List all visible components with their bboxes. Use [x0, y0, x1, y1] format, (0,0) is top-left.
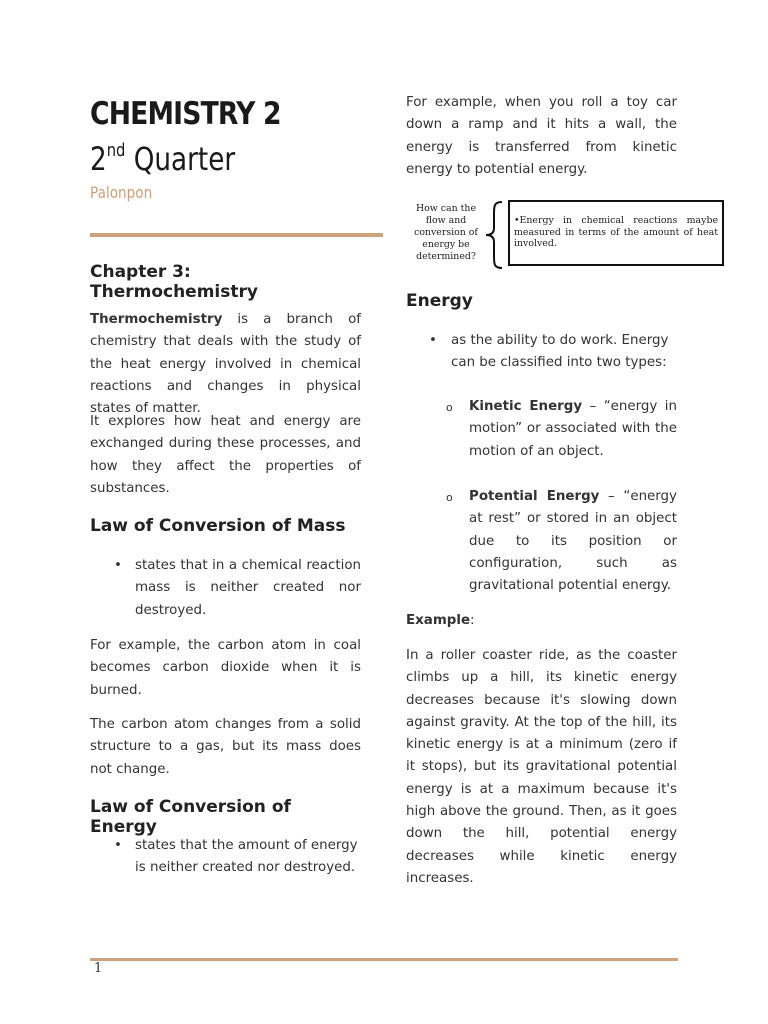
- bullet-dot: •: [114, 838, 122, 853]
- mass-change-paragraph: The carbon atom changes from a solid structure to a gas, but its mass does not change.: [90, 717, 361, 777]
- energy-bullet: as the ability to do work. Energy can be classified into two types:: [451, 333, 669, 371]
- roller-coaster-paragraph: In a roller coaster ride, as the coaster climbs up a hill, its kinetic energy decreases because it's slowing down against gravity. At the top of the hill, its kinetic energy is at a minimum (zero if it stops), but its gravitational potential energy is at a maximum because it's high above the ground. Then, as it goes down the hill, potential energy decreases while kinetic energy increases.: [406, 648, 677, 886]
- potential-energy-item: [469, 486, 677, 597]
- kinetic-energy-item: [469, 396, 677, 463]
- sub-bullet-circle: o: [446, 491, 453, 504]
- example-label-colon: :: [470, 613, 475, 628]
- thermochemistry-definition: [90, 309, 361, 420]
- thermochemistry-def-text: is a branch of chemistry that deals with the study of the heat energy involved in chemical reactions and changes in physical states of matter.: [90, 312, 361, 417]
- mass-example-paragraph: For example, the carbon atom in coal becomes carbon dioxide when it is burned.: [90, 638, 361, 698]
- example-label: [406, 610, 677, 632]
- document-title: CHEMISTRY 2: [90, 96, 281, 132]
- diagram-question: How can the flow and conversion of energy be determined?: [414, 203, 478, 262]
- quarter-ordinal: nd: [106, 140, 126, 161]
- bullet-dot: •: [429, 333, 437, 348]
- explores-paragraph: It explores how heat and energy are exchanged during these processes, and how they affect the properties of substances.: [90, 414, 361, 496]
- curly-brace-icon: [484, 200, 506, 270]
- diagram-answer: •Energy in chemical reactions maybe measured in terms of the amount of heat involved.: [514, 215, 718, 249]
- mass-law-heading: Law of Conversion of Mass: [90, 516, 346, 536]
- potential-energy-term: Potential Energy: [469, 489, 600, 504]
- energy-heading: Energy: [406, 291, 473, 311]
- potential-energy-def: – “energy at rest” or stored in an object due to its position or configuration, such as gravitational potential energy.: [469, 489, 677, 594]
- energy-law-bullet: states that the amount of energy is neither created nor destroyed.: [135, 838, 358, 876]
- diagram-answer-box: [508, 200, 724, 266]
- quarter-heading: [90, 140, 235, 178]
- kinetic-energy-def: – “energy in motion” or associated with the motion of an object.: [469, 399, 677, 459]
- sub-bullet-circle: o: [446, 401, 453, 414]
- page-number: 1: [94, 961, 103, 976]
- concept-diagram: [410, 198, 730, 272]
- author-name: Palonpon: [90, 183, 153, 202]
- energy-law-heading: Law of Conversion of Energy: [90, 797, 291, 837]
- quarter-number: 2: [90, 140, 107, 178]
- quarter-word: Quarter: [133, 140, 236, 178]
- chapter-title: Chapter 3: Thermochemistry: [90, 262, 258, 302]
- bullet-dot: •: [114, 558, 122, 573]
- kinetic-energy-term: Kinetic Energy: [469, 399, 583, 414]
- mass-law-bullet: states that in a chemical reaction mass is neither created nor destroyed.: [135, 558, 361, 618]
- header-divider: [90, 233, 383, 237]
- example-label-text: Example: [406, 613, 471, 628]
- thermochemistry-term: Thermochemistry: [90, 312, 223, 327]
- footer-divider: [90, 958, 678, 961]
- toy-car-paragraph: For example, when you roll a toy car down a ramp and it hits a wall, the energy is transferred from kinetic energy to potential energy.: [406, 95, 677, 177]
